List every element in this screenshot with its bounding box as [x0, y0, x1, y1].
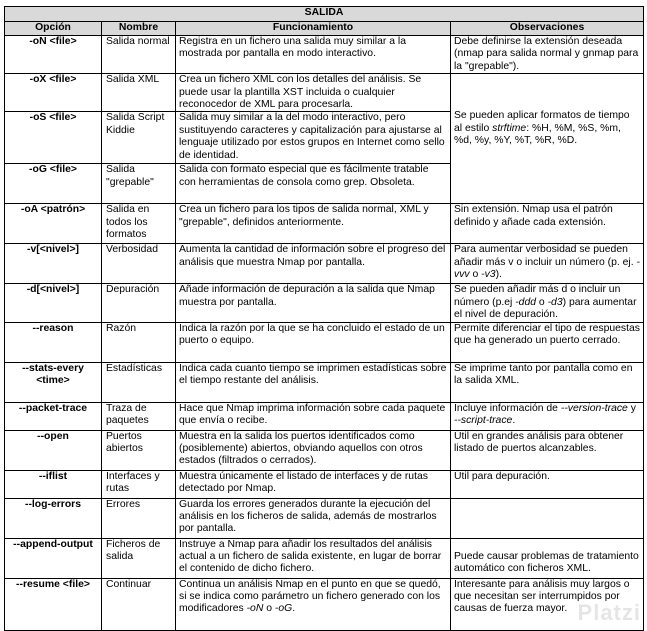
name-cell: Continuar	[102, 578, 176, 630]
observation-cell: Incluye información de --version-trace y --script-trace.	[451, 402, 644, 430]
function-cell: Continua un análisis Nmap en el punto en que se quedó, si se indica como parámetro un fichero generado con los modificadores -oN o -oG.	[176, 578, 451, 630]
option-cell: --log-errors	[5, 498, 102, 538]
table-row	[5, 284, 644, 322]
function-cell: Crea un fichero para los tipos de salida normal, XML y "grepable", definidos anteriormente.	[176, 204, 451, 244]
table-title-row	[5, 7, 644, 22]
option-cell: -oN <file>	[5, 36, 102, 74]
name-cell: Salida Script Kiddie	[102, 112, 176, 164]
name-cell: Razón	[102, 322, 176, 362]
option-cell: -d[<nivel>]	[5, 284, 102, 322]
table-row	[5, 402, 644, 430]
name-cell: Salida normal	[102, 36, 176, 74]
table-row	[5, 498, 644, 538]
name-cell: Ficheros de salida	[102, 538, 176, 578]
table-row	[5, 204, 644, 244]
table-row	[5, 362, 644, 402]
observation-cell: Para aumentar verbosidad se pueden añadir más v o incluir un número (p. ej. -vvv o -v3).	[451, 244, 644, 284]
option-cell: -oS <file>	[5, 112, 102, 164]
observation-cell: Útil en grandes análisis para obtener listado de puertos alcanzables.	[451, 430, 644, 470]
option-cell: --append-output	[5, 538, 102, 578]
function-cell: Indica cada cuanto tiempo se imprimen estadísticas sobre el tiempo restante del análisis.	[176, 362, 451, 402]
observation-cell: Sin extensión. Nmap usa el patrón definido y añade cada extensión.	[451, 204, 644, 244]
table-row	[5, 244, 644, 284]
option-cell: -oA <patrón>	[5, 204, 102, 244]
observation-cell	[451, 498, 644, 538]
observation-cell: Debe definirse la extensión deseada (nmap para salida normal y gnmap para la "grepable").	[451, 36, 644, 74]
observation-cell-time-formats: Se pueden aplicar formatos de tiempo al estilo strftime: %H, %M, %S, %m, %d, %y, %Y, %T, %R, %D.	[451, 74, 644, 204]
function-cell: Hace que Nmap imprima información sobre cada paquete que envía o recibe.	[176, 402, 451, 430]
name-cell: Estadísticas	[102, 362, 176, 402]
table-row	[5, 36, 644, 74]
function-cell: Guarda los errores generados durante la ejecución del análisis en los ficheros de salida, además de mostrarlos por pantalla.	[176, 498, 451, 538]
name-cell: Salida en todos los formatos	[102, 204, 176, 244]
function-cell: Crea un fichero XML con los detalles del análisis. Se puede usar la plantilla XST incluida o cualquier reconocedor de XML para procesarla.	[176, 74, 451, 112]
table-row	[5, 538, 644, 578]
salida-table	[4, 6, 644, 631]
name-cell: Interfaces y rutas	[102, 470, 176, 498]
name-cell: Traza de paquetes	[102, 402, 176, 430]
name-cell: Depuración	[102, 284, 176, 322]
option-cell: --iflist	[5, 470, 102, 498]
table-row	[5, 322, 644, 362]
observation-cell: Interesante para análisis muy largos o que necesitan ser interrumpidos por causas de fuerza mayor.	[451, 578, 644, 630]
function-cell: Indica la razón por la que se ha concluido el estado de un puerto o equipo.	[176, 322, 451, 362]
option-cell: --resume <file>	[5, 578, 102, 630]
table-row	[5, 74, 644, 112]
observation-cell: Se pueden añadir más d o incluir un número (p.ej -ddd o -d3) para aumentar el nivel de depuración.	[451, 284, 644, 322]
observation-cell: Útil para depuración.	[451, 470, 644, 498]
name-cell: Puertos abiertos	[102, 430, 176, 470]
table-header-row	[5, 22, 644, 36]
function-cell: Salida muy similar a la del modo interactivo, pero sustituyendo caracteres y capitalización para ajustarse al lenguaje utilizado por estos grupos en Internet como sello de identidad.	[176, 112, 451, 164]
option-cell: -oX <file>	[5, 74, 102, 112]
function-cell: Aumenta la cantidad de información sobre el progreso del análisis que muestra Nmap por pantalla.	[176, 244, 451, 284]
name-cell: Verbosidad	[102, 244, 176, 284]
option-cell: -oG <file>	[5, 164, 102, 204]
table-title: SALIDA	[5, 7, 644, 22]
observation-cell: Permite diferenciar el tipo de respuestas que ha generado un puerto cerrado.	[451, 322, 644, 362]
option-cell: --stats-every <time>	[5, 362, 102, 402]
table-row	[5, 470, 644, 498]
function-cell: Añade información de depuración a la salida que Nmap muestra por pantalla.	[176, 284, 451, 322]
name-cell: Errores	[102, 498, 176, 538]
table-row	[5, 578, 644, 630]
function-cell: Instruye a Nmap para añadir los resultados del análisis actual a un fichero de salida existente, en lugar de borrar el contenido de dicho fichero.	[176, 538, 451, 578]
function-cell: Registra en un fichero una salida muy similar a la mostrada por pantalla en modo interactivo.	[176, 36, 451, 74]
function-cell: Muestra únicamente el listado de interfaces y de rutas detectado por Nmap.	[176, 470, 451, 498]
header-opcion: Opción	[5, 22, 102, 36]
observation-cell: Puede causar problemas de tratamiento automático con ficheros XML.	[451, 538, 644, 578]
option-cell: --reason	[5, 322, 102, 362]
option-cell: --packet-trace	[5, 402, 102, 430]
option-cell: --open	[5, 430, 102, 470]
platzi-watermark: Platzi	[578, 600, 641, 626]
observation-cell: Se imprime tanto por pantalla como en la salida XML.	[451, 362, 644, 402]
header-funcionamiento: Funcionamiento	[176, 22, 451, 36]
name-cell: Salida XML	[102, 74, 176, 112]
function-cell: Muestra en la salida los puertos identificados como (posiblemente) abiertos, obviando aquellos con otros estados (filtrados o cerrados).	[176, 430, 451, 470]
function-cell: Salida con formato especial que es fácilmente tratable con herramientas de consola como grep. Obsoleta.	[176, 164, 451, 204]
table-row	[5, 430, 644, 470]
header-observaciones: Observaciones	[451, 22, 644, 36]
header-nombre: Nombre	[102, 22, 176, 36]
option-cell: -v[<nivel>]	[5, 244, 102, 284]
name-cell: Salida "grepable"	[102, 164, 176, 204]
